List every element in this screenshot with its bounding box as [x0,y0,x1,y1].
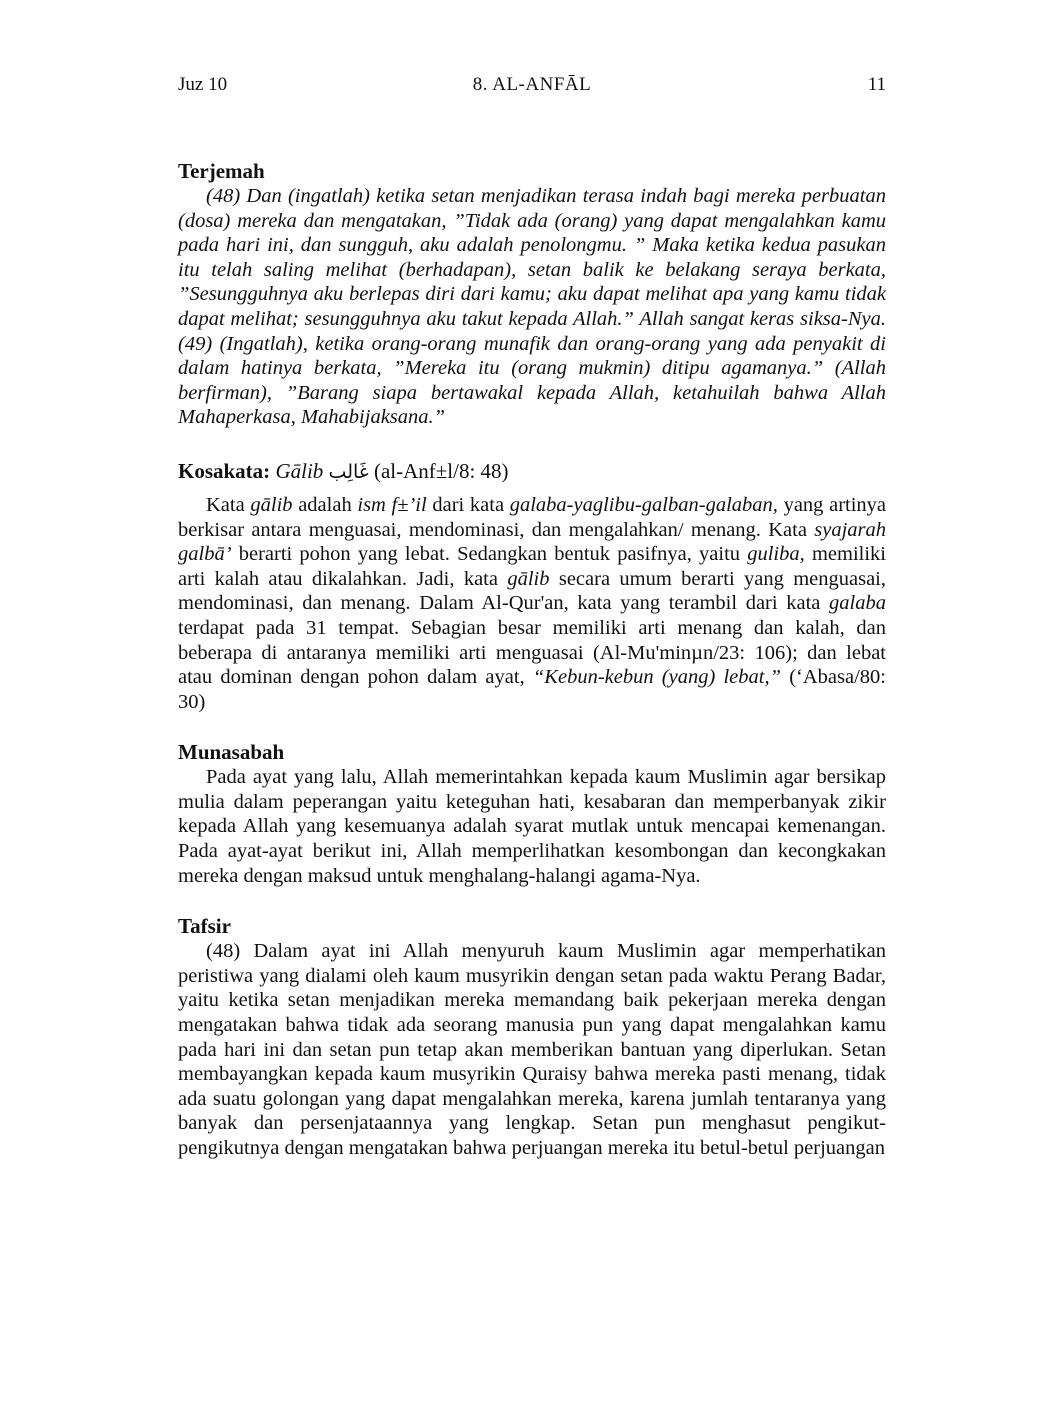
kosakata-reference: (al-Anf±l/8: 48) [373,458,509,483]
text-run-italic: galaba [829,592,886,615]
kosakata-arabic: غَالِب [328,460,369,483]
kosakata-text [178,493,886,714]
text-run: terdapat pada 31 tempat. Sebagian besar memiliki arti menang dan kalah, dan beberapa di antaranya memiliki arti menguasai (Al-Mu'minµn/23: 106); dan lebat atau dominan dengan pohon dalam ayat, [178,616,886,689]
text-run: Kata [206,493,251,516]
text-run: memiliki arti kalah atau dikalahkan. Jadi, kata [178,543,886,590]
heading-terjemah: Terjemah [178,159,265,183]
running-header [178,74,886,104]
terjemah-text: (48) Dan (ingatlah) ketika setan menjadikan terasa indah bagi mereka perbuatan (dosa) mereka dan mengatakan, ”Tidak ada (orang) yang dapat mengalahkan kamu pada hari ini, dan sungguh, aku adalah penolongmu. ” Maka ketika kedua pasukan itu telah saling melihat (berhadapan), setan balik ke belakang seraya berkata, ”Sesungguhnya aku berlepas diri dari kamu; aku dapat melihat apa yang kamu tidak dapat melihat; sesungguhnya aku takut kepada Allah.” Allah sangat keras siksa-Nya. (49) (Ingatlah), ketika orang-orang munafik dan orang-orang yang ada penyakit di dalam hatinya berkata, ”Mereka itu (orang mukmin) ditipu agamanya.” (Allah berfirman), ”Barang siapa bertawakal kepada Allah, ketahuilah bahwa Allah Mahaperkasa, Mahabijaksana.” [178,185,886,429]
text-run: berarti pohon yang lebat. Sedangkan bentuk pasifnya, yaitu [231,543,748,566]
heading-munasabah: Munasabah [178,740,285,765]
tafsir-text: (48) Dalam ayat ini Allah menyuruh kaum Muslimin agar memperhatikan peristiwa yang dialami oleh kaum musyrikin dengan setan pada waktu Perang Badar, yaitu ketika setan menjadikan mereka memandang baik pekerjaan mereka dengan mengatakan bahwa tidak ada seorang manusia pun yang dapat mengalahkan kamu pada hari ini dan setan pun tetap akan memberikan bantuan yang diperlukan. Setan membayangkan kepada kaum musyrikin Quraisy bahwa mereka pasti menang, tidak ada suatu golongan yang dapat mengalahkan mereka, karena jumlah tentaranya yang banyak dan persenjataannya yang lengkap. Setan pun menghasut pengikut-pengikutnya dengan mengatakan bahwa perjuangan mereka itu betul-betul perjuangan [178,940,886,1159]
header-surah-title: 8. AL-ANFĀL [472,74,592,95]
text-run-italic: ism f±’il [357,493,427,516]
section-kosakata [178,456,886,714]
munasabah-text: Pada ayat yang lalu, Allah memerintahkan kepada kaum Muslimin agar bersikap mulia dalam peperangan yaitu keteguhan hati, kesabaran dan memperbanyak zikir kepada Allah yang kesemuanya adalah syarat mutlak untuk mencapai kemenangan. Pada ayat-ayat berikut ini, Allah memperlihatkan kesombongan dan kecongkakan mereka dengan maksud untuk menghalang-halangi agama-Nya. [178,766,886,887]
kosakata-label: Kosakata: [178,458,271,483]
text-run-italic: guliba, [747,543,805,566]
text-run: dari kata [426,493,510,516]
section-munasabah [178,739,886,888]
section-terjemah [178,158,886,430]
text-run-italic: gālib [250,493,293,516]
page-content [178,158,886,1161]
header-page-number: 11 [867,74,886,95]
text-run: adalah [292,493,358,516]
text-run: (‘Abasa/80: 30) [178,666,886,713]
kosakata-term: Gālib [275,458,324,483]
text-run-italic: galaba-yaglibu-galban-galaban, [509,493,778,516]
kosakata-heading [178,456,886,487]
text-run-italic: syajarah galbā’ [178,518,886,566]
header-juz: Juz 10 [178,74,228,95]
text-run-italic: “Kebun-kebun (yang) lebat,” [532,666,782,689]
section-tafsir [178,913,886,1160]
heading-tafsir: Tafsir [178,914,231,939]
text-run: yang artinya berkisar antara menguasai, mendominasi, dan mengalahkan/ menang. Kata [178,493,887,541]
text-run-italic: gālib [507,567,550,590]
text-run: secara umum berarti yang menguasai, mendominasi, dan menang. Dalam Al-Qur'an, kata yang terambil dari kata [178,567,886,615]
